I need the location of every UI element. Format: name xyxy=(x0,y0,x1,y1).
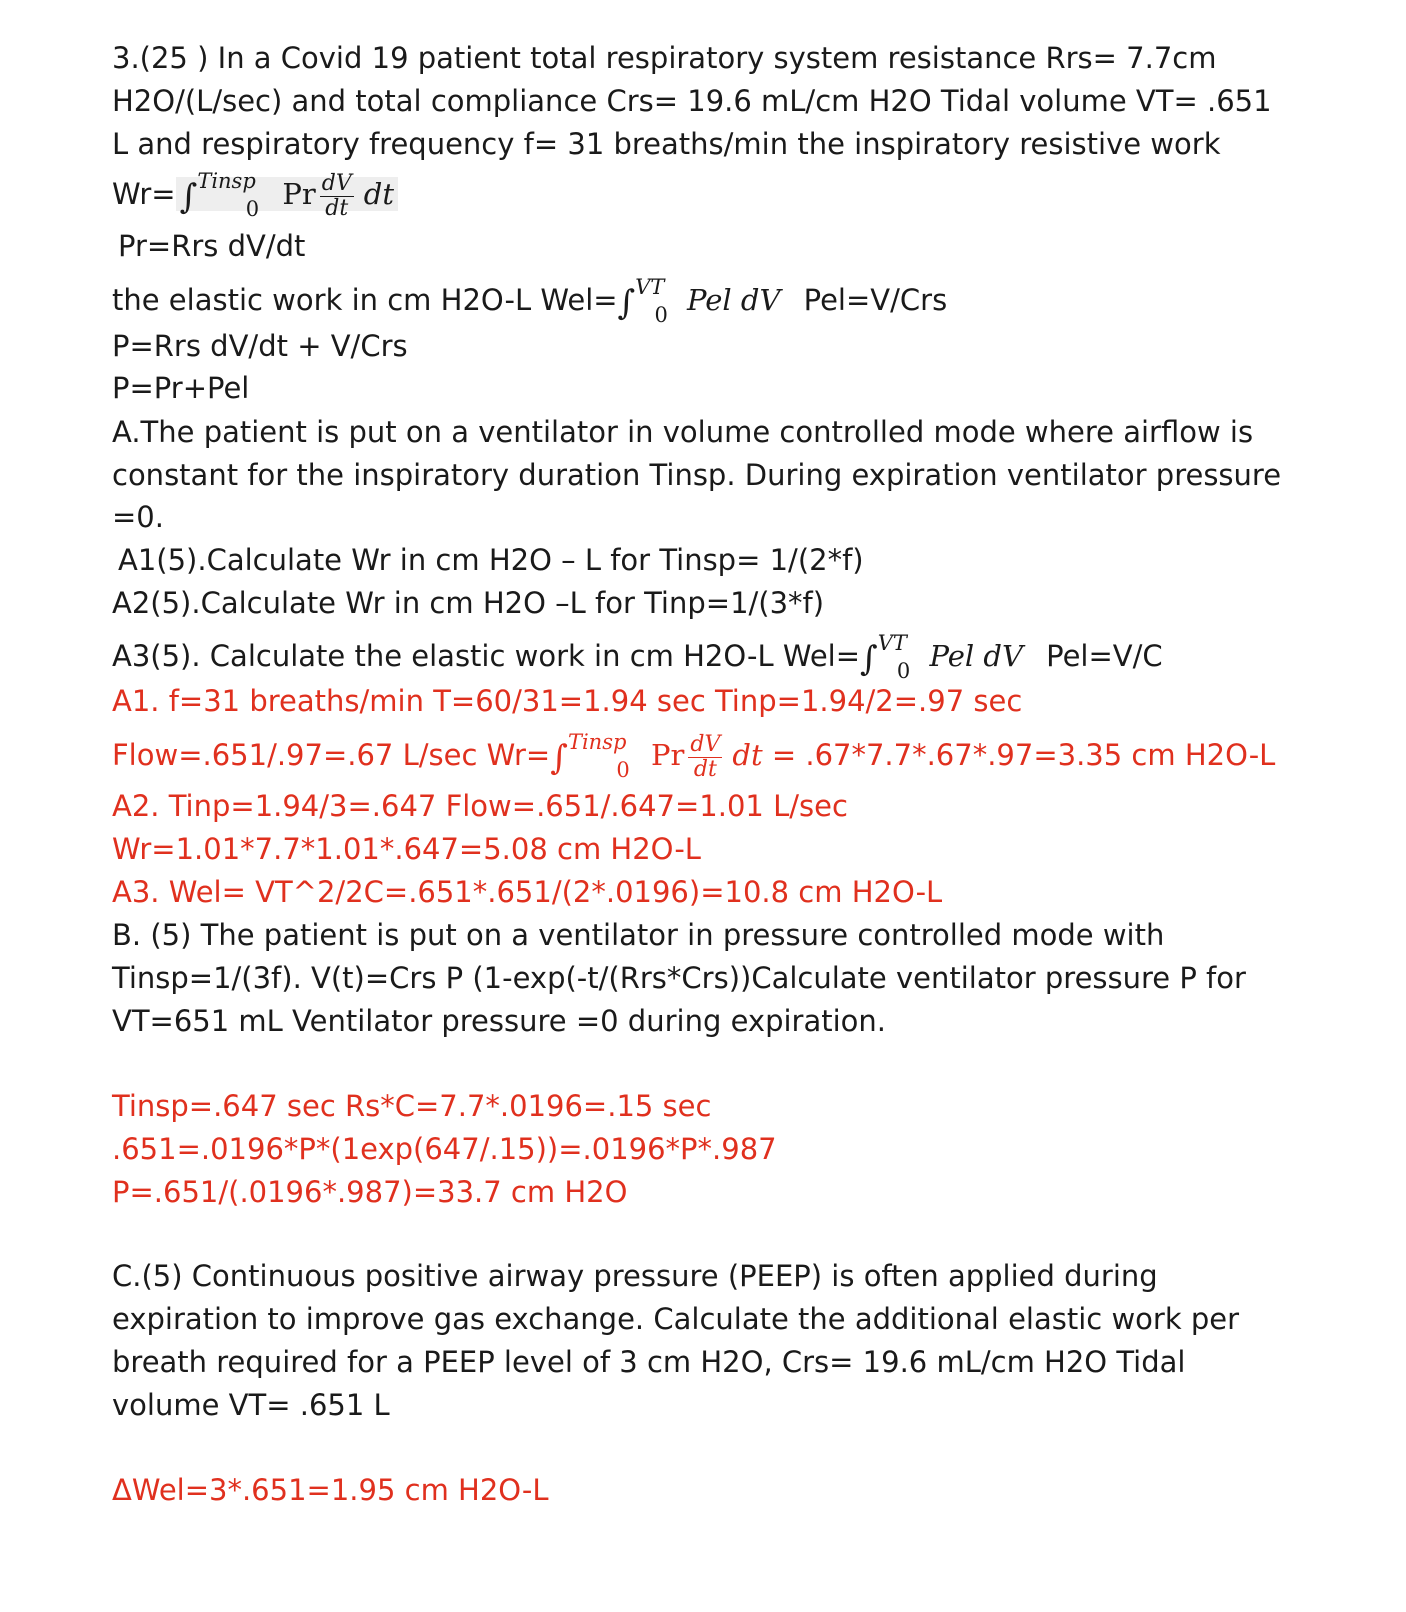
answer-a3: A3. Wel= VT^2/2C=.651*.651/(2*.0196)=10.8 cm H2O-L xyxy=(112,875,943,909)
a1-flow-text: Flow=.651/.97=.67 L/sec Wr= xyxy=(112,738,551,772)
a3-lower-limit: 0 xyxy=(896,659,911,683)
problem-line-2: H2O/(L/sec) and total compliance Crs= 19.6 mL/cm H2O Tidal volume VT= .651 xyxy=(112,84,1272,118)
problem-line-1: 3.(25 ) In a Covid 19 patient total respiratory system resistance Rrs= 7.7cm xyxy=(112,41,1217,75)
answer-a2-line-2: Wr=1.01*7.7*1.01*.647=5.08 cm H2O-L xyxy=(112,832,701,866)
integral-symbol: ∫ xyxy=(550,738,568,778)
wr-integral-block xyxy=(176,169,398,221)
a1-dt-denominator: dt xyxy=(693,756,717,782)
wel-expression: Pel dV xyxy=(687,283,781,317)
part-a2-question: A2(5).Calculate Wr in cm H2O –L for Tinp=1/(3*f) xyxy=(112,586,825,620)
part-c-line-3: breath required for a PEEP level of 3 cm H2O, Crs= 19.6 mL/cm H2O Tidal xyxy=(112,1345,1186,1379)
a1-dv-numerator: dV xyxy=(690,731,721,757)
wr-pr: Pr xyxy=(282,177,316,211)
part-a1-question: A1(5).Calculate Wr in cm H2O – L for Tinsp= 1/(2*f) xyxy=(118,543,864,577)
a1-upper-limit: Tinsp xyxy=(567,730,627,754)
answer-a1-line-2 xyxy=(112,724,1275,784)
answer-a1-line-1: A1. f=31 breaths/min T=60/31=1.94 sec Tinp=1.94/2=.97 sec xyxy=(112,684,1023,718)
answer-a2-line-1: A2. Tinp=1.94/3=.647 Flow=.651/.647=1.01 L/sec xyxy=(112,789,848,823)
problem-line-3: L and respiratory frequency f= 31 breaths/min the inspiratory resistive work xyxy=(112,127,1221,161)
a1-dv-dt-fraction xyxy=(688,733,722,782)
problem-pr-definition: Pr=Rrs dV/dt xyxy=(118,229,306,263)
wr-upper-limit: Tinsp xyxy=(197,169,256,193)
a3-text-post: Pel=V/C xyxy=(1046,639,1163,673)
wel-text-pre: the elastic work in cm H2O-L Wel= xyxy=(112,283,618,317)
answer-b-line-3: P=.651/(.0196*.987)=33.7 cm H2O xyxy=(112,1175,628,1209)
part-c-line-1: C.(5) Continuous positive airway pressure (PEEP) is often applied during xyxy=(112,1259,1158,1293)
wr-lhs: Wr= xyxy=(112,177,176,211)
wr-equation xyxy=(112,166,398,220)
problem-p-sum: P=Pr+Pel xyxy=(112,371,250,405)
part-b-line-2: Tinsp=1/(3f). V(t)=Crs P (1-exp(-t/(Rrs*Crs))Calculate ventilator pressure P for xyxy=(112,961,1246,995)
problem-p-equation: P=Rrs dV/dt + V/Crs xyxy=(112,329,408,363)
integral-symbol: ∫ xyxy=(860,639,878,679)
wr-lower-limit: 0 xyxy=(245,197,260,221)
dv-numerator: dV xyxy=(321,170,352,196)
a3-expression: Pel dV xyxy=(929,639,1023,673)
wel-upper-limit: VT xyxy=(635,275,665,299)
a1-result: = .67*7.7*.67*.97=3.35 cm H2O-L xyxy=(762,738,1276,772)
part-a-line-1: A.The patient is put on a ventilator in volume controlled mode where airflow is xyxy=(112,415,1254,449)
part-a3-question xyxy=(112,630,1163,683)
answer-b-line-2: .651=.0196*P*(1exp(647/.15))=.0196*P*.987 xyxy=(112,1132,777,1166)
a3-text-pre: A3(5). Calculate the elastic work in cm H2O-L Wel= xyxy=(112,639,861,673)
wel-text-post: Pel=V/Crs xyxy=(803,283,948,317)
integral-symbol: ∫ xyxy=(617,283,636,323)
part-a-line-2: constant for the inspiratory duration Tinsp. During expiration ventilator pressure xyxy=(112,458,1282,492)
answer-c: ΔWel=3*.651=1.95 cm H2O-L xyxy=(112,1473,549,1507)
part-b-line-1: B. (5) The patient is put on a ventilator in pressure controlled mode with xyxy=(112,918,1165,952)
dv-dt-fraction xyxy=(320,172,354,221)
a1-dt: dt xyxy=(732,738,763,772)
wel-equation xyxy=(112,274,948,327)
a1-pr: Pr xyxy=(651,738,685,772)
wel-lower-limit: 0 xyxy=(654,303,668,327)
part-c-line-2: expiration to improve gas exchange. Calculate the additional elastic work per xyxy=(112,1302,1240,1336)
dt-denominator: dt xyxy=(325,195,349,221)
part-c-line-4: volume VT= .651 L xyxy=(112,1388,390,1422)
a3-upper-limit: VT xyxy=(877,631,907,655)
part-a-line-3: =0. xyxy=(112,500,164,534)
integral-symbol: ∫ xyxy=(179,177,198,217)
wr-dt: dt xyxy=(363,177,394,211)
answer-b-line-1: Tinsp=.647 sec Rs*C=7.7*.0196=.15 sec xyxy=(112,1089,712,1123)
a1-lower-limit: 0 xyxy=(616,758,630,782)
part-b-line-3: VT=651 mL Ventilator pressure =0 during expiration. xyxy=(112,1004,887,1038)
